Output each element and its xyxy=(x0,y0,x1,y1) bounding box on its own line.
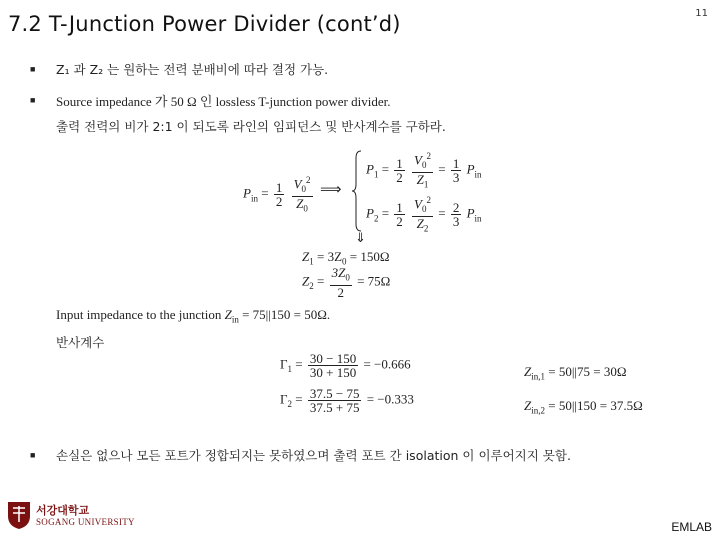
p1-equation: $P_1$ = $\frac{1}{2}$ $\frac{V_0^2}{Z_1}$ = $\frac{1}{3}$ $P_{in}$ xyxy=(366,151,482,190)
page-number: 11 xyxy=(695,8,708,19)
gamma1-equation: $\Gamma_1$ = $\frac{30 - 150}{30 + 150}$ = −0.666 xyxy=(280,351,411,380)
bullet-text-2: Source impedance 가 50 Ω 인 lossless T-junction power divider. xyxy=(56,94,391,109)
gamma2-equation: $\Gamma_2$ = $\frac{37.5 - 75}{37.5 + 75}$ = −0.333 xyxy=(280,386,414,415)
bullet-text-1: Z₁ 과 Z₂ 는 원하는 전력 분배비에 따라 결정 가능. xyxy=(56,62,329,77)
pin-equation: $P_{in}$ = $\frac{1}{2}$ $\frac{V_0^2}{Z_0}$ xyxy=(243,175,311,214)
slide-title: 7.2 T-Junction Power Divider (cont’d) xyxy=(8,12,401,36)
bullet-marker-icon: ■ xyxy=(30,450,36,460)
university-seal-icon xyxy=(6,500,32,530)
reflection-label: 반사계수 xyxy=(56,335,105,350)
bullet-text-2-sub: 출력 전력의 비가 2:1 이 되도록 라인의 임피던스 및 반사계수를 구하라. xyxy=(56,119,446,134)
left-brace-icon xyxy=(352,150,362,232)
z2-equation: $Z_2$ = $\frac{3Z_0}{2}$ = 75Ω xyxy=(302,265,391,300)
bullet-marker-icon: ■ xyxy=(30,95,36,105)
logo-name-english: SOGANG UNIVERSITY xyxy=(36,517,135,527)
zin1-equation: $Z_{in,1} = 50||75 = 30\Omega$ xyxy=(524,364,627,382)
z1-equation: $Z_1 = 3Z_0 = 150\Omega$ xyxy=(302,249,390,267)
logo-name-korean: 서강대학교 xyxy=(36,504,90,517)
input-impedance-text: Input impedance to the junction $Z_{in} = 75||150 = 50\Omega$. xyxy=(56,307,331,325)
implies-arrow: ⟹ xyxy=(320,182,342,198)
down-arrow: ⇓ xyxy=(355,230,366,245)
bullet-marker-icon: ■ xyxy=(30,64,36,74)
bullet-text-3: 손실은 없으나 모든 포트가 정합되지는 못하였으며 출력 포트 간 isolation 이 이루어지지 못함. xyxy=(56,448,571,463)
footer-lab-name: EMLAB xyxy=(671,520,712,534)
p2-equation: $P_2$ = $\frac{1}{2}$ $\frac{V_0^2}{Z_2}$ = $\frac{2}{3}$ $P_{in}$ xyxy=(366,195,482,234)
zin2-equation: $Z_{in,2} = 50||150 = 37.5\Omega$ xyxy=(524,398,643,416)
